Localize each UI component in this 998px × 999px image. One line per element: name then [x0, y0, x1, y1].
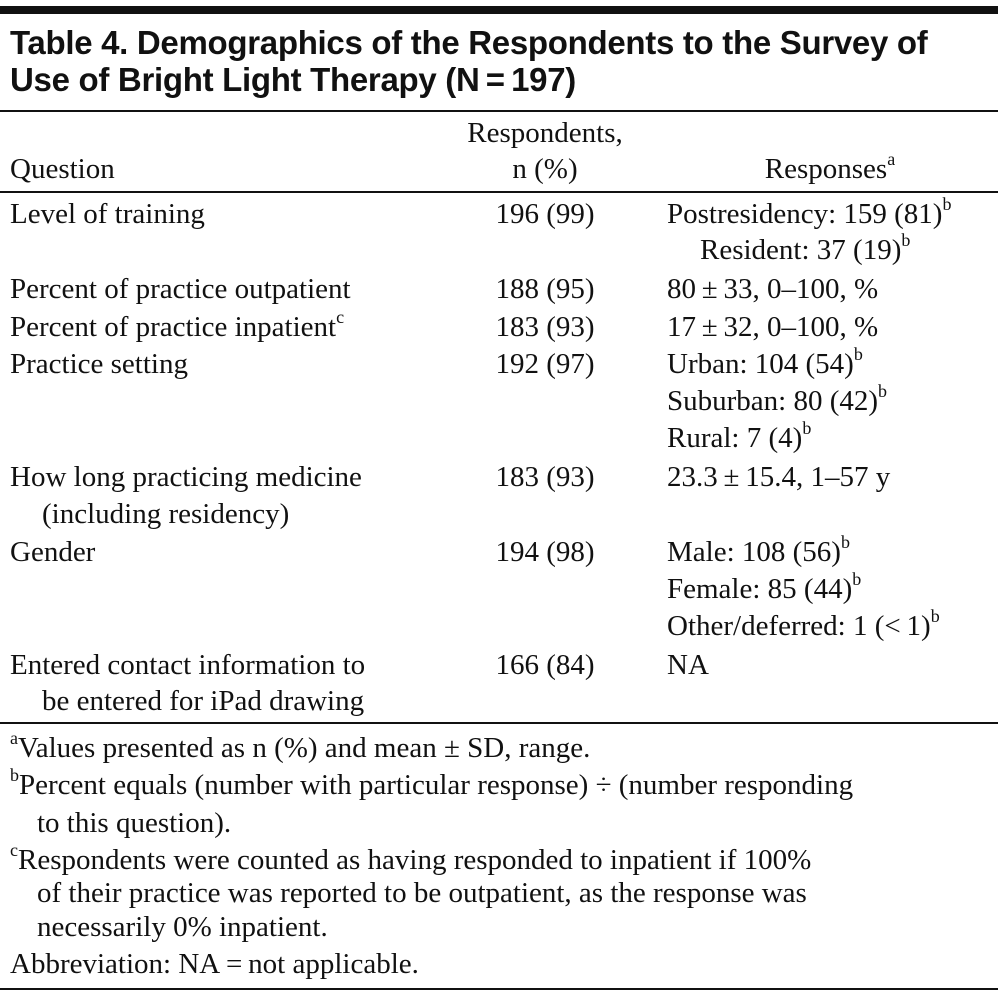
top-rule — [0, 6, 998, 14]
row-response: 80 ± 33, 0–100, % — [667, 273, 879, 305]
row-respondents: 183 (93) — [495, 311, 595, 343]
row-question: Level of training — [10, 198, 205, 230]
row-response: Suburban: 80 $(42)^b$ — [667, 381, 888, 417]
header-question: Question — [10, 153, 115, 185]
footnote-b: $^b$Percent equals (number with particular response) ÷ (number responding — [10, 765, 854, 801]
footnote-c-continued: of their practice was reported to be outpatient, as the response was — [37, 877, 807, 909]
row-respondents: 192 (97) — [495, 348, 595, 380]
title-rule — [0, 110, 998, 112]
header-responses: Responses$^a$ — [764, 149, 896, 185]
row-respondents: 196 (99) — [495, 198, 595, 230]
row-respondents: 194 (98) — [495, 536, 595, 568]
footnote-b-continued: to this question). — [37, 807, 232, 839]
table-title — [10, 24, 990, 98]
title-line-2: Use of Bright Light Therapy (N = 197) — [10, 61, 576, 98]
row-respondents: 183 (93) — [495, 461, 595, 493]
row-respondents: 188 (95) — [495, 273, 595, 305]
abbreviation-note: Abbreviation: NA = not applicable. — [10, 948, 419, 980]
row-response: 17 ± 32, 0–100, % — [667, 311, 879, 343]
row-respondents: 166 (84) — [495, 649, 595, 681]
row-question: Percent of practice outpatient — [10, 273, 351, 305]
row-question: Percent of practice inpatient$^c$ — [10, 307, 345, 343]
row-response: Urban: 104 $(54)^b$ — [667, 344, 863, 380]
row-response: Postresidency: 159 $(81)^b$ — [667, 194, 952, 230]
row-response: 23.3 ± 15.4, 1–57 y — [667, 461, 891, 493]
row-question: Entered contact information to — [10, 649, 366, 681]
header-responses-sup: a — [887, 149, 896, 170]
row-question: Practice setting — [10, 348, 188, 380]
row-question-continued: (including residency) — [42, 498, 290, 530]
body-rule — [0, 722, 998, 724]
row-question: How long practicing medicine — [10, 461, 362, 493]
footnote-a: $^a$Values presented as n (%) and mean ± SD, range. — [10, 728, 591, 764]
row-response: Rural: 7 $(4)^b$ — [667, 418, 812, 454]
row-response: Female: 85 $(44)^b$ — [667, 569, 862, 605]
row-response: NA — [667, 649, 709, 681]
bottom-rule — [0, 988, 998, 990]
header-respondents-line2: n (%) — [512, 153, 578, 185]
row-response: Other/deferred: 1 (< 1)$^b$ — [667, 606, 940, 642]
footnote-c-continued: necessarily 0% inpatient. — [37, 911, 328, 943]
title-line-1: Table 4. Demographics of the Respondents to the Survey of — [10, 24, 928, 61]
header-rule — [0, 191, 998, 193]
row-question: Gender — [10, 536, 96, 568]
header-respondents-line1: Respondents, — [467, 117, 623, 149]
footnote-c: $^c$Respondents were counted as having responded to inpatient if 100% — [10, 840, 812, 876]
row-response: Resident: 37 $(19)^b$ — [700, 230, 911, 266]
row-response: Male: 108 $(56)^b$ — [667, 532, 850, 568]
row-question-continued: be entered for iPad drawing — [42, 685, 365, 717]
